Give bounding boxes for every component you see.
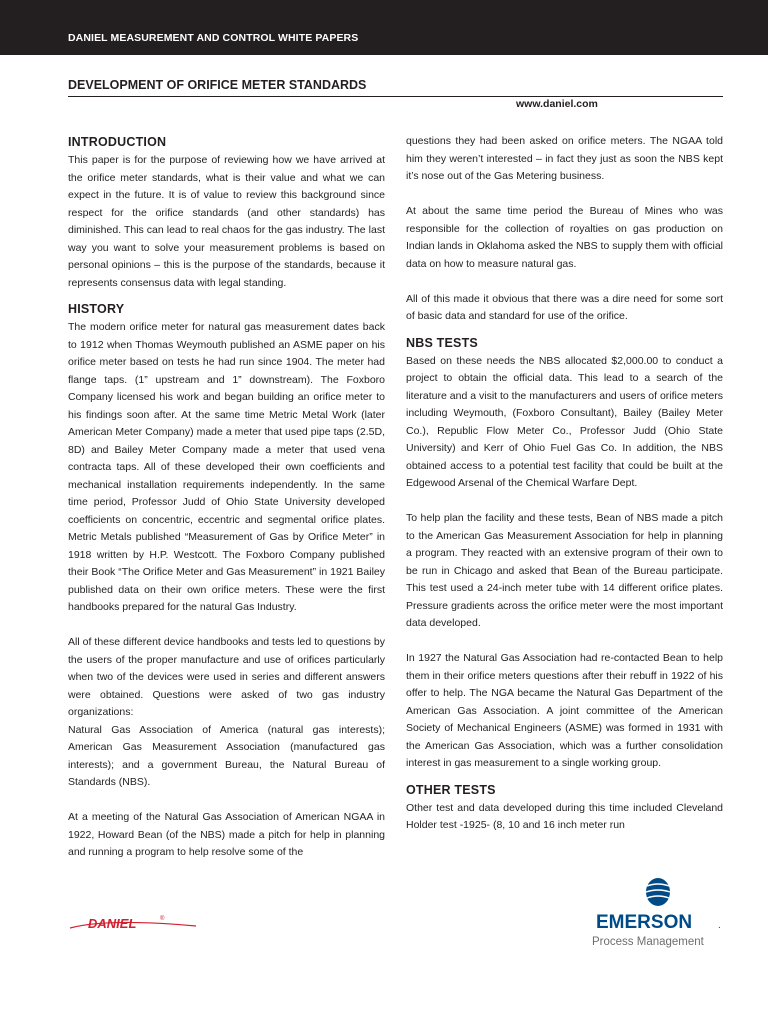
daniel-logo-registered: ® [160,916,165,922]
emerson-logo-text: EMERSON [596,912,693,933]
title-divider [68,96,723,97]
introduction-heading: INTRODUCTION [68,135,167,149]
history-paragraph-4: At a meeting of the Natural Gas Association of American NGAA in 1922, Howard Bean (of the NBS) made a pitch for help in planning and running a program to help resolve some of the [68,811,385,858]
other-tests-heading: OTHER TESTS [406,782,496,797]
emerson-logo-dot: . [718,920,721,931]
emerson-logo [592,876,724,950]
other-tests-paragraph: Other test and data developed during this time included Cleveland Holder test -1925- (8, 10 and 16 inch meter run [406,801,723,831]
top-banner [0,0,768,55]
series-title: DANIEL MEASUREMENT AND CONTROL WHITE PAPERS [68,32,359,44]
emerson-logo-subtitle: Process Management [592,936,704,948]
continued-paragraph-2: At about the same time period the Bureau of Mines who was responsible for the collection of royalties on gas production on Indian lands in Oklahoma asked the NBS to supply them with official data on how to measure natural gas. [406,205,723,270]
history-paragraph-2: All of these different device handbooks and tests led to questions by the users of the proper manufacture and use of orifices particularly when two of the devices were used in series and different answers were obtained. Questions were asked of two gas industry organizations: [68,636,385,718]
continued-paragraph-1: questions they had been asked on orifice meters. The NGAA told him they weren’t interested – in fact they just as soon the NBS kept it’s nose out of the Gas Metering business. [406,135,723,182]
daniel-logo [68,912,198,934]
continued-paragraph-3: All of this made it obvious that there was a dire need for some sort of basic data and standard for use of the orifice. [406,292,723,322]
website-url: www.daniel.com [516,98,598,110]
history-paragraph-3: Natural Gas Association of America (natural gas interests); American Gas Measurement Association (manufactured gas interests); and a government Bureau, the Natural Bureau of Standards (NBS). [68,723,385,788]
emerson-globe-icon [646,878,670,906]
daniel-logo-text: DANIEL [88,916,137,931]
document-title: DEVELOPMENT OF ORIFICE METER STANDARDS [68,78,367,92]
history-paragraph-1: The modern orifice meter for natural gas measurement dates back to 1912 when Thomas Weymouth published an ASME paper on his orifice meter based on tests he had run since 1904. The meter had flange taps. (1” upstream and 1” downstream). The Foxboro Company licensed his work and began building an orifice meter to his findings soon after. At the same time Metric Metal Work (later American Meter Company) made a meter that used pipe taps (2.5D, 8D) and Bailey Meter Company made a meter that used vena contracta taps. All of these developed their own coefficients and mechanical installation requirements independently. In the same time period, Professor Judd of Ohio State University developed coefficients on concentric, eccentric and segmental orifice plates. Metric Metals published “Measurement of Gas by Orifice Meter” in 1918 written by H.P. Westcott. The Foxboro Company published their Book “The Orifice Meter and Gas Measurement” in 1921 Bailey published data on their own orifice meters. These were the first handbooks prepared for the natural Gas Industry. [68,321,385,613]
nbs-tests-heading: NBS TESTS [406,335,478,350]
nbs-paragraph-3: In 1927 the Natural Gas Association had re-contacted Bean to help them in their orifice meters questions after their rebuff in 1922 of his offer to help. The NGA became the Natural Gas Department of the American Gas Association. A joint committee of the American Society of Mechanical Engineers (ASME) was formed in 1931 with the American Gas Association, which was a further consolidation interest in gas measurement to a single working group. [406,652,723,769]
right-column [406,133,723,835]
history-heading: HISTORY [68,302,125,316]
nbs-paragraph-2: To help plan the facility and these tests, Bean of NBS made a pitch to the American Gas Measurement Association for help in planning a program. They reacted with an extensive program of their own to be run in Chicago and asked that Bean of the Bureau participate. This test used a 24-inch meter tube with 14 different orifice plates. Pressure gradients across the orifice meter were the most important data developed. [406,512,723,629]
introduction-paragraph: This paper is for the purpose of reviewing how we have arrived at the orifice meter standards, what is their value and what we can expect in the future. It is of value to review this background since respect for the orifice standards (and other standards) has diminished. This can lead to real chaos for the gas industry. The last way you want to solve your measurement problems is based on personal opinions – this is the purpose of the standards, because it represents consensus data with legal standing. [68,154,385,289]
left-column [68,134,385,862]
nbs-paragraph-1: Based on these needs the NBS allocated $2,000.00 to conduct a project to obtain the official data. This lead to a search of the literature and a visit to the manufacturers and users of orifice meters including Weymouth, (Foxboro Consultant), Bailey (Bailey Meter Co.), Republic Flow Meter Co., Professor Judd (Ohio State University) and Kerr of Ohio Fuel Gas Co. In addition, the NBS obtained access to a potential test facility that could be built at the Edgewood Arsenal of the Chemical Warfare Dept. [406,354,723,489]
